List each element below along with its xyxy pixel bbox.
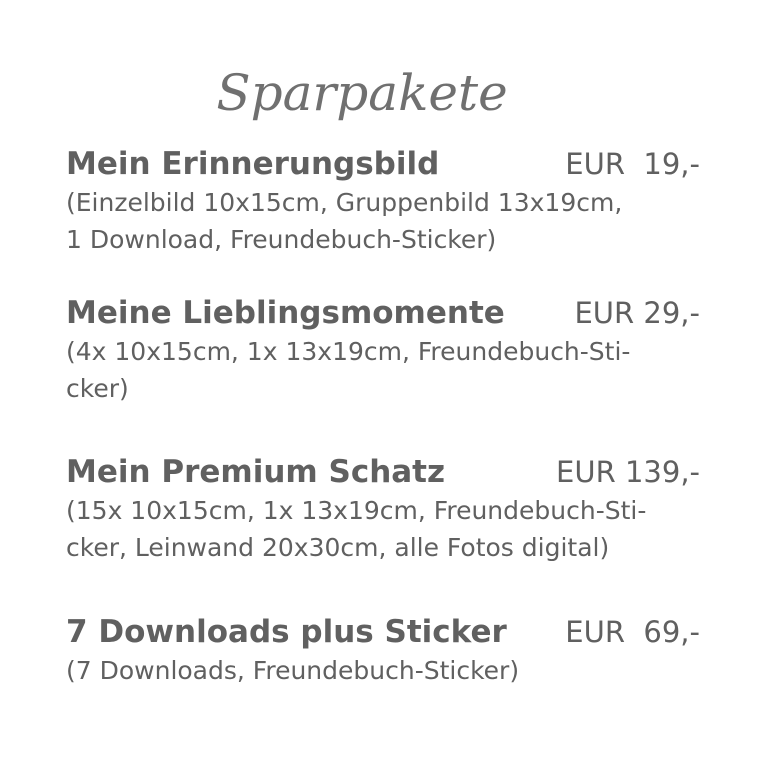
package-name: Mein Premium Schatz bbox=[66, 454, 446, 490]
package-description bbox=[66, 492, 706, 566]
page-title: Sparpakete bbox=[216, 64, 508, 122]
description-line: (7 Downloads, Freundebuch-Sticker) bbox=[66, 656, 520, 685]
description-line: cker, Leinwand 20x30cm, alle Fotos digital) bbox=[66, 533, 610, 562]
description-line: 1 Download, Freundebuch-Sticker) bbox=[66, 225, 497, 254]
package-description bbox=[66, 333, 706, 407]
description-line: (4x 10x15cm, 1x 13x19cm, Freundebuch-Sti- bbox=[66, 337, 631, 366]
package-downloads-sticker bbox=[66, 612, 706, 689]
package-description bbox=[66, 184, 706, 258]
package-name: Meine Lieblingsmomente bbox=[66, 295, 505, 331]
package-description bbox=[66, 652, 706, 689]
package-name: 7 Downloads plus Sticker bbox=[66, 614, 507, 650]
package-price: EUR 69,- bbox=[565, 615, 700, 649]
package-name: Mein Erinnerungsbild bbox=[66, 146, 440, 182]
package-lieblingsmomente bbox=[66, 293, 706, 407]
description-line: (Einzelbild 10x15cm, Gruppenbild 13x19cm, bbox=[66, 188, 623, 217]
description-line: (15x 10x15cm, 1x 13x19cm, Freundebuch-Sti- bbox=[66, 496, 647, 525]
package-premium-schatz bbox=[66, 452, 706, 566]
package-price: EUR 29,- bbox=[574, 296, 700, 330]
description-line: cker) bbox=[66, 374, 129, 403]
package-price: EUR 19,- bbox=[565, 147, 700, 181]
package-price: EUR 139,- bbox=[556, 455, 700, 489]
package-erinnerungsbild bbox=[66, 144, 706, 258]
